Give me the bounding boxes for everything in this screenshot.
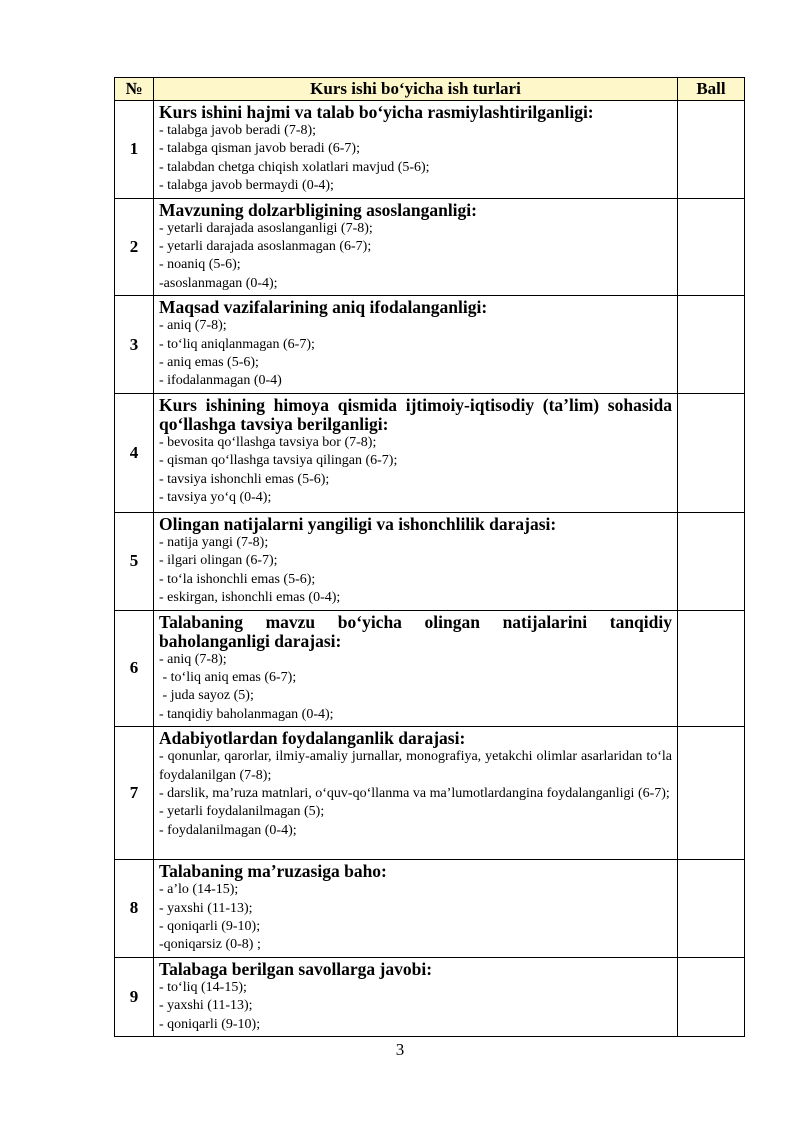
row-description xyxy=(154,393,678,512)
criterion-option: - talabdan chetga chiqish xolatlari mavjud (5-6); xyxy=(159,159,430,175)
criterion-option: - aniq (7-8); xyxy=(159,651,227,667)
criterion-option: - natija yangi (7-8); xyxy=(159,534,269,550)
criterion-option: - foydalanilmagan (0-4); xyxy=(159,822,297,838)
ball-cell[interactable] xyxy=(678,957,745,1036)
row-description xyxy=(154,727,678,860)
row-description xyxy=(154,198,678,296)
criterion-option: - qoniqarli (9-10); xyxy=(159,1016,261,1032)
table-row xyxy=(115,198,745,296)
criterion-option: - yaxshi (11-13); xyxy=(159,900,253,916)
row-number: 2 xyxy=(115,198,154,296)
page-number: 3 xyxy=(395,1040,405,1059)
criteria-table xyxy=(114,77,745,1037)
criterion-option: - ilgari olingan (6-7); xyxy=(159,553,278,569)
table-row xyxy=(115,296,745,394)
criterion-title: Talabaning ma’ruzasiga baho: xyxy=(159,861,387,882)
row-number: 5 xyxy=(115,512,154,610)
criterion-title: Mavzuning dolzarbligining asoslanganligi: xyxy=(159,199,477,220)
row-description xyxy=(154,860,678,958)
ball-cell[interactable] xyxy=(678,296,745,394)
row-description xyxy=(154,610,678,727)
criterion-option: - tanqidiy baholanmagan (0-4); xyxy=(159,706,334,722)
header-description: Kurs ishi bo‘yicha ish turlari xyxy=(154,78,678,101)
criterion-option: - ifodalanmagan (0-4) xyxy=(159,373,282,389)
criterion-option: - yetarli darajada asoslanmagan (6-7); xyxy=(159,239,372,255)
row-description xyxy=(154,512,678,610)
criterion-title: Maqsad vazifalarining aniq ifodalanganligi: xyxy=(159,297,488,318)
row-description xyxy=(154,957,678,1036)
header-number: № xyxy=(115,78,154,101)
criterion-title: Adabiyotlardan foydalanganlik darajasi: xyxy=(159,728,466,749)
row-number: 6 xyxy=(115,610,154,727)
criterion-option: - bevosita qo‘llashga tavsiya bor (7-8); xyxy=(159,434,377,450)
criterion-title: Kurs ishini hajmi va talab bo‘yicha rasmiylashtirilganligi: xyxy=(159,102,594,122)
criterion-option: - to‘liq (14-15); xyxy=(159,979,247,995)
criterion-option: - qonunlar, qarorlar, ilmiy-amaliy jurnallar, monografiya, yetakchi olimlar asarlaridan to‘la foydalanilgan (7-8); xyxy=(159,749,672,783)
table-row xyxy=(115,512,745,610)
ball-cell[interactable] xyxy=(678,393,745,512)
criterion-option: - qoniqarli (9-10); xyxy=(159,918,261,934)
row-number: 8 xyxy=(115,860,154,958)
row-description xyxy=(154,296,678,394)
criterion-title: Kurs ishining himoya qismida ijtimoiy-iqtisodiy (ta’lim) sohasida qo‘llashga tavsiya berilganligi: xyxy=(159,394,672,434)
ball-cell[interactable] xyxy=(678,198,745,296)
criterion-option: - noaniq (5-6); xyxy=(159,257,241,273)
criterion-option: - aniq (7-8); xyxy=(159,318,227,334)
row-description xyxy=(154,101,678,199)
table-row xyxy=(115,727,745,860)
row-number: 9 xyxy=(115,957,154,1036)
header-ball: Ball xyxy=(678,78,745,101)
criterion-option: - talabga javob bermaydi (0-4); xyxy=(159,178,334,194)
criterion-option: - to‘liq aniqlanmagan (6-7); xyxy=(159,336,315,352)
criterion-option: - tavsiya yo‘q (0-4); xyxy=(159,490,272,506)
row-number: 1 xyxy=(115,101,154,199)
criterion-title: Talabaga berilgan savollarga javobi: xyxy=(159,958,433,979)
criterion-option: - juda sayoz (5); xyxy=(159,688,254,704)
criterion-option: - tavsiya ishonchli emas (5-6); xyxy=(159,471,330,487)
criterion-option: - talabga javob beradi (7-8); xyxy=(159,123,317,138)
criterion-option: - talabga qisman javob beradi (6-7); xyxy=(159,141,360,157)
criterion-option: - yaxshi (11-13); xyxy=(159,998,253,1014)
ball-cell[interactable] xyxy=(678,727,745,860)
criterion-option: - aniq emas (5-6); xyxy=(159,355,259,371)
table-row xyxy=(115,393,745,512)
criterion-title: Talabaning mavzu bo‘yicha olingan natijalarini tanqidiy baholanganligi darajasi: xyxy=(159,611,672,651)
row-number: 7 xyxy=(115,727,154,860)
table-row xyxy=(115,860,745,958)
ball-cell[interactable] xyxy=(678,101,745,199)
criterion-option: -asoslanmagan (0-4); xyxy=(159,275,278,291)
criterion-option: - a’lo (14-15); xyxy=(159,882,239,898)
row-number: 4 xyxy=(115,393,154,512)
table-row xyxy=(115,101,745,199)
criterion-option: - eskirgan, ishonchli emas (0-4); xyxy=(159,590,341,606)
criterion-option: - to‘liq aniq emas (6-7); xyxy=(159,669,297,685)
criterion-option: - qisman qo‘llashga tavsiya qilingan (6-7); xyxy=(159,453,398,469)
criterion-option: - yetarli darajada asoslanganligi (7-8); xyxy=(159,220,373,236)
table-row xyxy=(115,957,745,1036)
criterion-title: Olingan natijalarni yangiligi va ishonchlilik darajasi: xyxy=(159,513,557,534)
criterion-option: - yetarli foydalanilmagan (5); xyxy=(159,804,325,820)
table-header-row xyxy=(115,78,745,101)
criterion-option: - darslik, ma’ruza matnlari, o‘quv-qo‘llanma va ma’lumotlardangina foydalanganligi (6-7); xyxy=(159,785,670,801)
ball-cell[interactable] xyxy=(678,860,745,958)
ball-cell[interactable] xyxy=(678,512,745,610)
table-row xyxy=(115,610,745,727)
ball-cell[interactable] xyxy=(678,610,745,727)
criterion-option: -qoniqarsiz (0-8) ; xyxy=(159,937,261,953)
row-number: 3 xyxy=(115,296,154,394)
criterion-option: - to‘la ishonchli emas (5-6); xyxy=(159,571,316,587)
